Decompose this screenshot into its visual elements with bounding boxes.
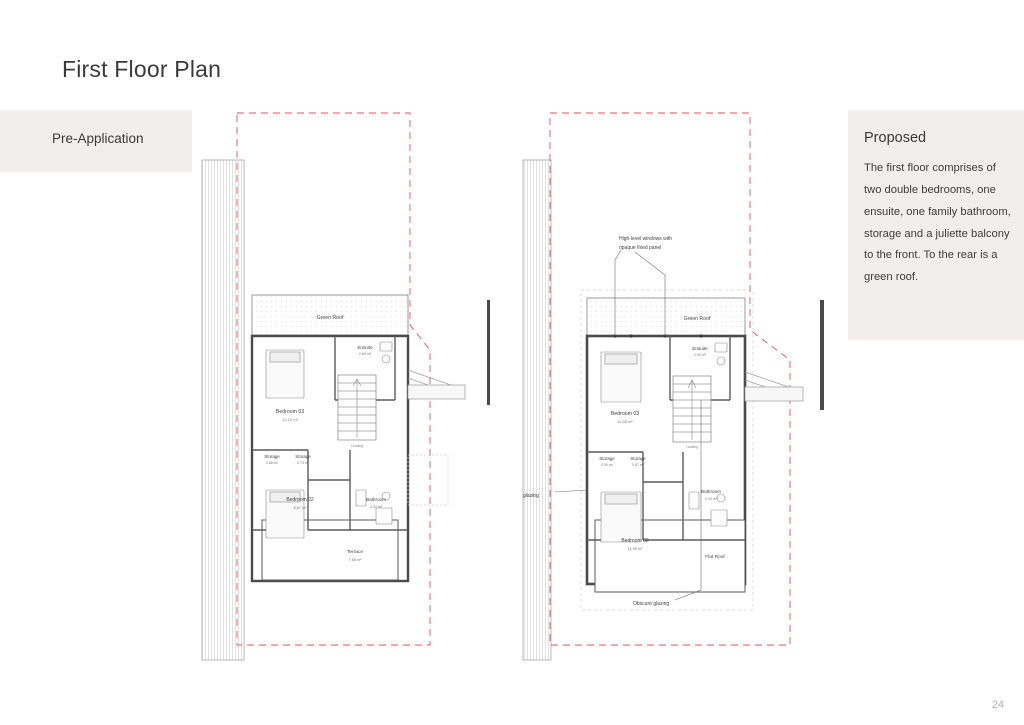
room-area-storage-1: 0.90 m² (601, 463, 613, 467)
proposed-floor-plan-svg (515, 100, 835, 670)
room-area-bedroom-03: 11.89 m² (617, 419, 633, 424)
green-roof-zone (587, 298, 745, 336)
page-title: First Floor Plan (62, 56, 222, 82)
annotation-glazing: glazing (523, 493, 539, 499)
room-area-storage-2: 0.87 m² (632, 463, 644, 467)
existing-floor-plan-svg (190, 100, 490, 670)
room-area-storage-2: 0.73 m² (297, 461, 309, 465)
annotation-high-level-windows-line1: High-level windows with (619, 236, 673, 242)
room-label-bedroom-02: Bedroom 02 (286, 497, 314, 503)
annotation-obscure-glazing: Obscure glazing (633, 601, 670, 607)
room-area-terrace: 7.88 m² (348, 558, 362, 562)
room-area-ensuite: 2.93 m² (693, 353, 707, 357)
room-area-storage-1: 0.86 m² (266, 461, 278, 465)
boundary-wall-right (820, 300, 824, 410)
room-label-bedroom-03: Bedroom 03 (275, 409, 305, 415)
room-area-bathroom: 4.33 m² (704, 497, 718, 501)
staircase (338, 375, 376, 440)
annotation-high-level-windows-line2: opaque fixed panel (619, 245, 662, 251)
room-label-storage-1: Storage (599, 456, 615, 461)
room-label-terrace: Terrace (347, 550, 363, 555)
room-label-ensuite: Ensuite (357, 345, 373, 350)
boundary-wall-right (487, 300, 490, 405)
proposed-drawing (515, 100, 835, 670)
page-number: 24 (991, 699, 1004, 711)
adjacent-property-hatch (202, 160, 244, 660)
pre-application-drawing (190, 100, 490, 670)
room-label-bathroom: Bathroom (701, 489, 721, 494)
room-area-ensuite: 2.60 m² (358, 352, 372, 356)
proposed-title: Proposed (864, 130, 927, 146)
room-label-green-roof: Green Roof (316, 315, 344, 321)
room-label-green-roof: Green Roof (683, 316, 711, 322)
room-label-bedroom-03: Bedroom 03 (610, 411, 640, 417)
room-label-bathroom: Bathroom (366, 497, 386, 502)
room-area-bedroom-02: 8.67 m² (293, 506, 307, 510)
pre-application-label: Pre-Application (52, 131, 144, 146)
staircase (673, 376, 711, 442)
room-label-landing: Landing (685, 445, 699, 449)
room-label-landing: Landing (350, 444, 364, 448)
room-label-storage-1: Storage (264, 454, 280, 459)
room-area-bathroom: 4.32 m² (369, 505, 383, 509)
adjacent-property-hatch (523, 160, 551, 660)
room-label-storage-2: Storage (295, 454, 311, 459)
room-area-bedroom-03: 12.12 m² (282, 417, 298, 422)
room-label-storage-2: Storage (630, 456, 646, 461)
roof-projection (408, 370, 465, 505)
roof-projection (745, 372, 803, 401)
room-label-ensuite: Ensuite (692, 346, 708, 351)
room-label-flat-roof: Flat Roof (705, 555, 725, 560)
proposed-description: The first floor comprises of two double bedrooms, one ensuite, one family bathroom, storage and a juliette balcony to the front. To the rear is a green roof. (864, 162, 1011, 284)
room-area-bedroom-02: 11.95 m² (627, 547, 643, 551)
room-label-bedroom-02: Bedroom 02 (621, 538, 649, 544)
